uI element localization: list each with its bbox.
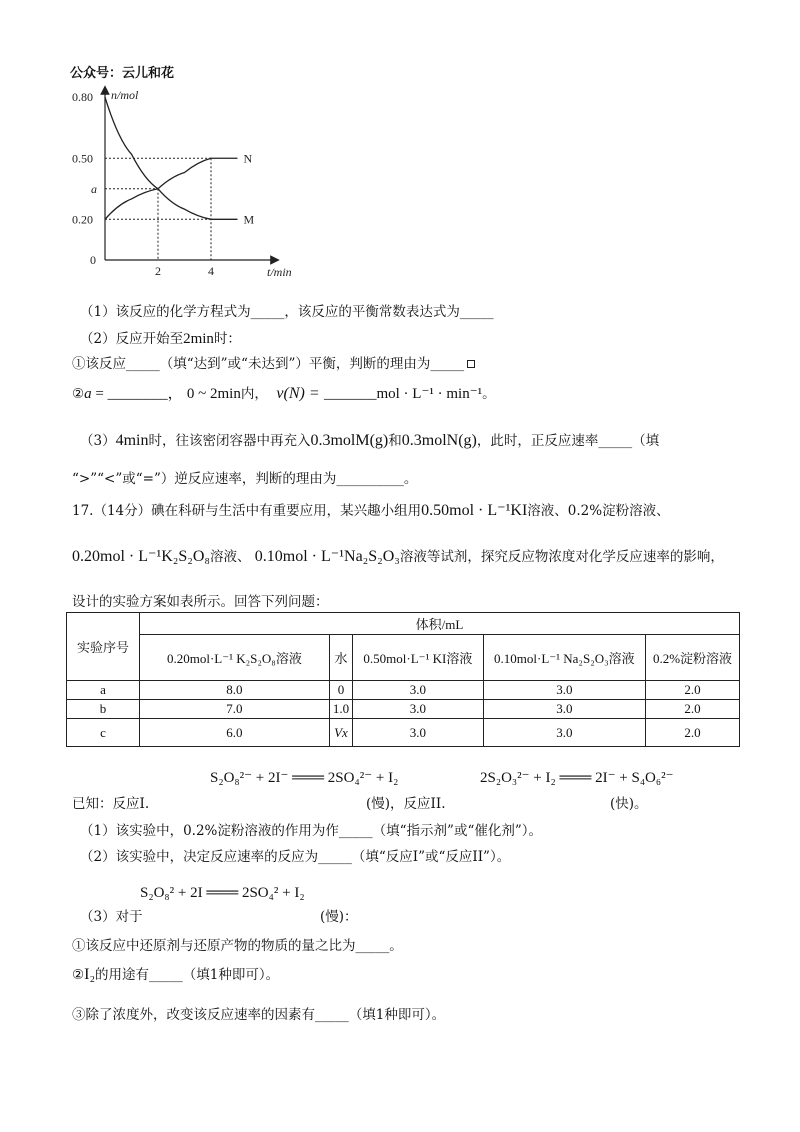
q17-sub3-1: ①该反应中还原剂与还原产物的物质的量之比为_____。 — [72, 938, 403, 954]
q16-part1: （1）该反应的化学方程式为_____，该反应的平衡常数表达式为_____ — [80, 304, 494, 320]
y-tick-label: 0.20 — [72, 212, 93, 227]
q16-vN: v(N) = — [276, 385, 320, 402]
q16-part2-b: 2min — [183, 331, 214, 347]
table-row — [67, 681, 740, 700]
table-cell: Vx — [329, 719, 352, 747]
table-header-col: 0.2%淀粉溶液 — [646, 635, 740, 681]
q16-part3-g: ，此时，正反应速率_____（填 — [476, 433, 660, 449]
q17-sub3-2-c: 的用途有_____（填1种即可）。 — [95, 967, 280, 983]
q16-part2-2 — [72, 385, 496, 403]
table-cell: 2.0 — [646, 719, 740, 747]
series-label-N: N — [243, 151, 253, 166]
table-cell: b — [67, 700, 140, 719]
table-row — [67, 719, 740, 747]
table-header-exp-no: 实验序号 — [67, 613, 140, 681]
table-cell: 3.0 — [483, 700, 645, 719]
x-tick-label: 4 — [208, 264, 214, 278]
table-row — [67, 700, 740, 719]
known-end: (快)。 — [610, 796, 648, 812]
table-header-col: 0.10mol·L⁻¹ Na₂S₂O₃溶液 — [483, 635, 645, 681]
table-cell: 8.0 — [140, 681, 330, 700]
q16-part2-2-h: 。 — [482, 386, 496, 402]
table-header-volume: 体积/mL — [140, 613, 740, 635]
q16-part2-2-c: = ________， — [91, 386, 183, 402]
series-label-M: M — [243, 212, 255, 227]
q17-sub3-3: ③除了浓度外，改变该反应速率的因素有_____（填1种即可）。 — [72, 1007, 446, 1023]
q16-part3-line1 — [80, 432, 659, 450]
table-cell: 3.0 — [353, 700, 484, 719]
known-mid: (慢)，反应II. — [366, 796, 446, 812]
y-tick-label: a — [91, 181, 97, 196]
x-tick-label: 2 — [155, 264, 161, 278]
q17-line3: 设计的实验方案如表所示。回答下列问题： — [72, 594, 329, 610]
q16-part3-a: （3） — [80, 433, 116, 449]
q17-sub3-2-a: ② — [72, 967, 85, 983]
table-cell: 2.0 — [646, 681, 740, 700]
y-tick-label: 0.50 — [72, 151, 93, 166]
series-line-N — [105, 158, 238, 219]
q16-part2-2-g: _______mol · L⁻¹ · min⁻¹ — [323, 386, 483, 402]
q17-intro-a: 17.（14分）碘在科研与生活中有重要应用，某兴趣小组用 — [72, 503, 422, 519]
q16-a-symbol: a — [84, 386, 92, 402]
q16-part2-2-a: ② — [72, 386, 85, 402]
table-cell: 3.0 — [353, 719, 484, 747]
q17-line2-b: 溶液、 — [209, 549, 251, 565]
table-header-col: 0.20mol·L⁻¹ K₂S₂O₈溶液 — [140, 635, 330, 681]
q17-sub1: （1）该实验中，0.2%淀粉溶液的作用为作_____（填“指示剂”或“催化剂”）。 — [80, 823, 542, 839]
y-axis-label: n/mol — [111, 88, 139, 102]
x-axis-label: t/min — [267, 265, 292, 279]
table-cell: 3.0 — [353, 681, 484, 700]
q16-part2-1-text: ①该反应_____（填“达到”或“未达到”）平衡，判断的理由为_____ — [72, 356, 465, 372]
q17-sub3-2-b: I₂ — [84, 966, 96, 983]
q17-line2-c: 0.10mol · L⁻¹Na₂S₂O₃ — [254, 548, 400, 565]
n-t-chart — [60, 85, 320, 285]
q16-part3-line2: “>”“<”或“=”）逆反应速率，判断的理由为__________。 — [72, 471, 418, 487]
account-header: 公众号：云儿和花 — [70, 66, 175, 81]
q16-part2-1 — [72, 355, 475, 373]
q17-intro-c: 溶液、0.2%淀粉溶液、 — [527, 503, 670, 519]
q17-line2-d: 溶液等试剂，探究反应物浓度对化学反应速率的影响， — [399, 549, 724, 565]
table-cell: 1.0 — [329, 700, 352, 719]
small-box-icon — [467, 360, 475, 368]
known-label: 已知：反应I. — [72, 796, 150, 812]
q17-sub3-2 — [72, 966, 279, 984]
table-cell: c — [67, 719, 140, 747]
table-cell: a — [67, 681, 140, 700]
q17-intro — [72, 502, 670, 520]
q17-intro-b: 0.50mol · L⁻¹KI — [421, 502, 528, 519]
q17-sub3-slow: (慢)： — [320, 909, 358, 925]
y-tick-label: 0 — [90, 253, 96, 267]
experiment-table — [66, 612, 740, 747]
q16-part2-2-e: 内， — [240, 386, 268, 402]
q17-sub3-label: （3）对于 — [80, 909, 143, 925]
q16-part2-a: （2）反应开始至 — [80, 331, 184, 347]
table-cell: 0 — [329, 681, 352, 700]
q17-sub3-equation: S₂O₈² + 2I ═══ 2SO₄² + I₂ — [140, 885, 305, 901]
table-cell: 2.0 — [646, 700, 740, 719]
q16-part3-d: 0.3molM(g) — [310, 432, 389, 449]
reaction-2-equation: 2S₂O₃²⁻ + I₂ ═══ 2I⁻ + S₄O₆²⁻ — [480, 770, 674, 786]
y-tick-label: 0.80 — [72, 90, 93, 105]
q17-line2-a: 0.20mol · L⁻¹K₂S₂O₈ — [72, 548, 210, 565]
q16-part3-f: 0.3molN(g) — [401, 432, 477, 449]
q16-part2-c: 时： — [213, 331, 241, 347]
q16-part3-e: 和 — [388, 433, 402, 449]
table-cell: 3.0 — [483, 681, 645, 700]
q16-part3-b: 4min — [115, 432, 149, 449]
table-cell: 6.0 — [140, 719, 330, 747]
table-header-col: 0.50mol·L⁻¹ KI溶液 — [353, 635, 484, 681]
table-header-col: 水 — [329, 635, 352, 681]
reaction-1-equation: S₂O₈²⁻ + 2I⁻ ═══ 2SO₄²⁻ + I₂ — [210, 770, 399, 786]
q16-part2-head — [80, 330, 241, 348]
q16-part3-c: 时，往该密闭容器中再充入 — [148, 433, 311, 449]
q16-part2-2-d: 0 ~ 2min — [186, 386, 241, 402]
q17-sub2: （2）该实验中，决定反应速率的反应为_____（填“反应I”或“反应II”）。 — [80, 849, 511, 865]
table-cell: 7.0 — [140, 700, 330, 719]
table-cell: 3.0 — [483, 719, 645, 747]
q17-line2 — [72, 548, 724, 566]
